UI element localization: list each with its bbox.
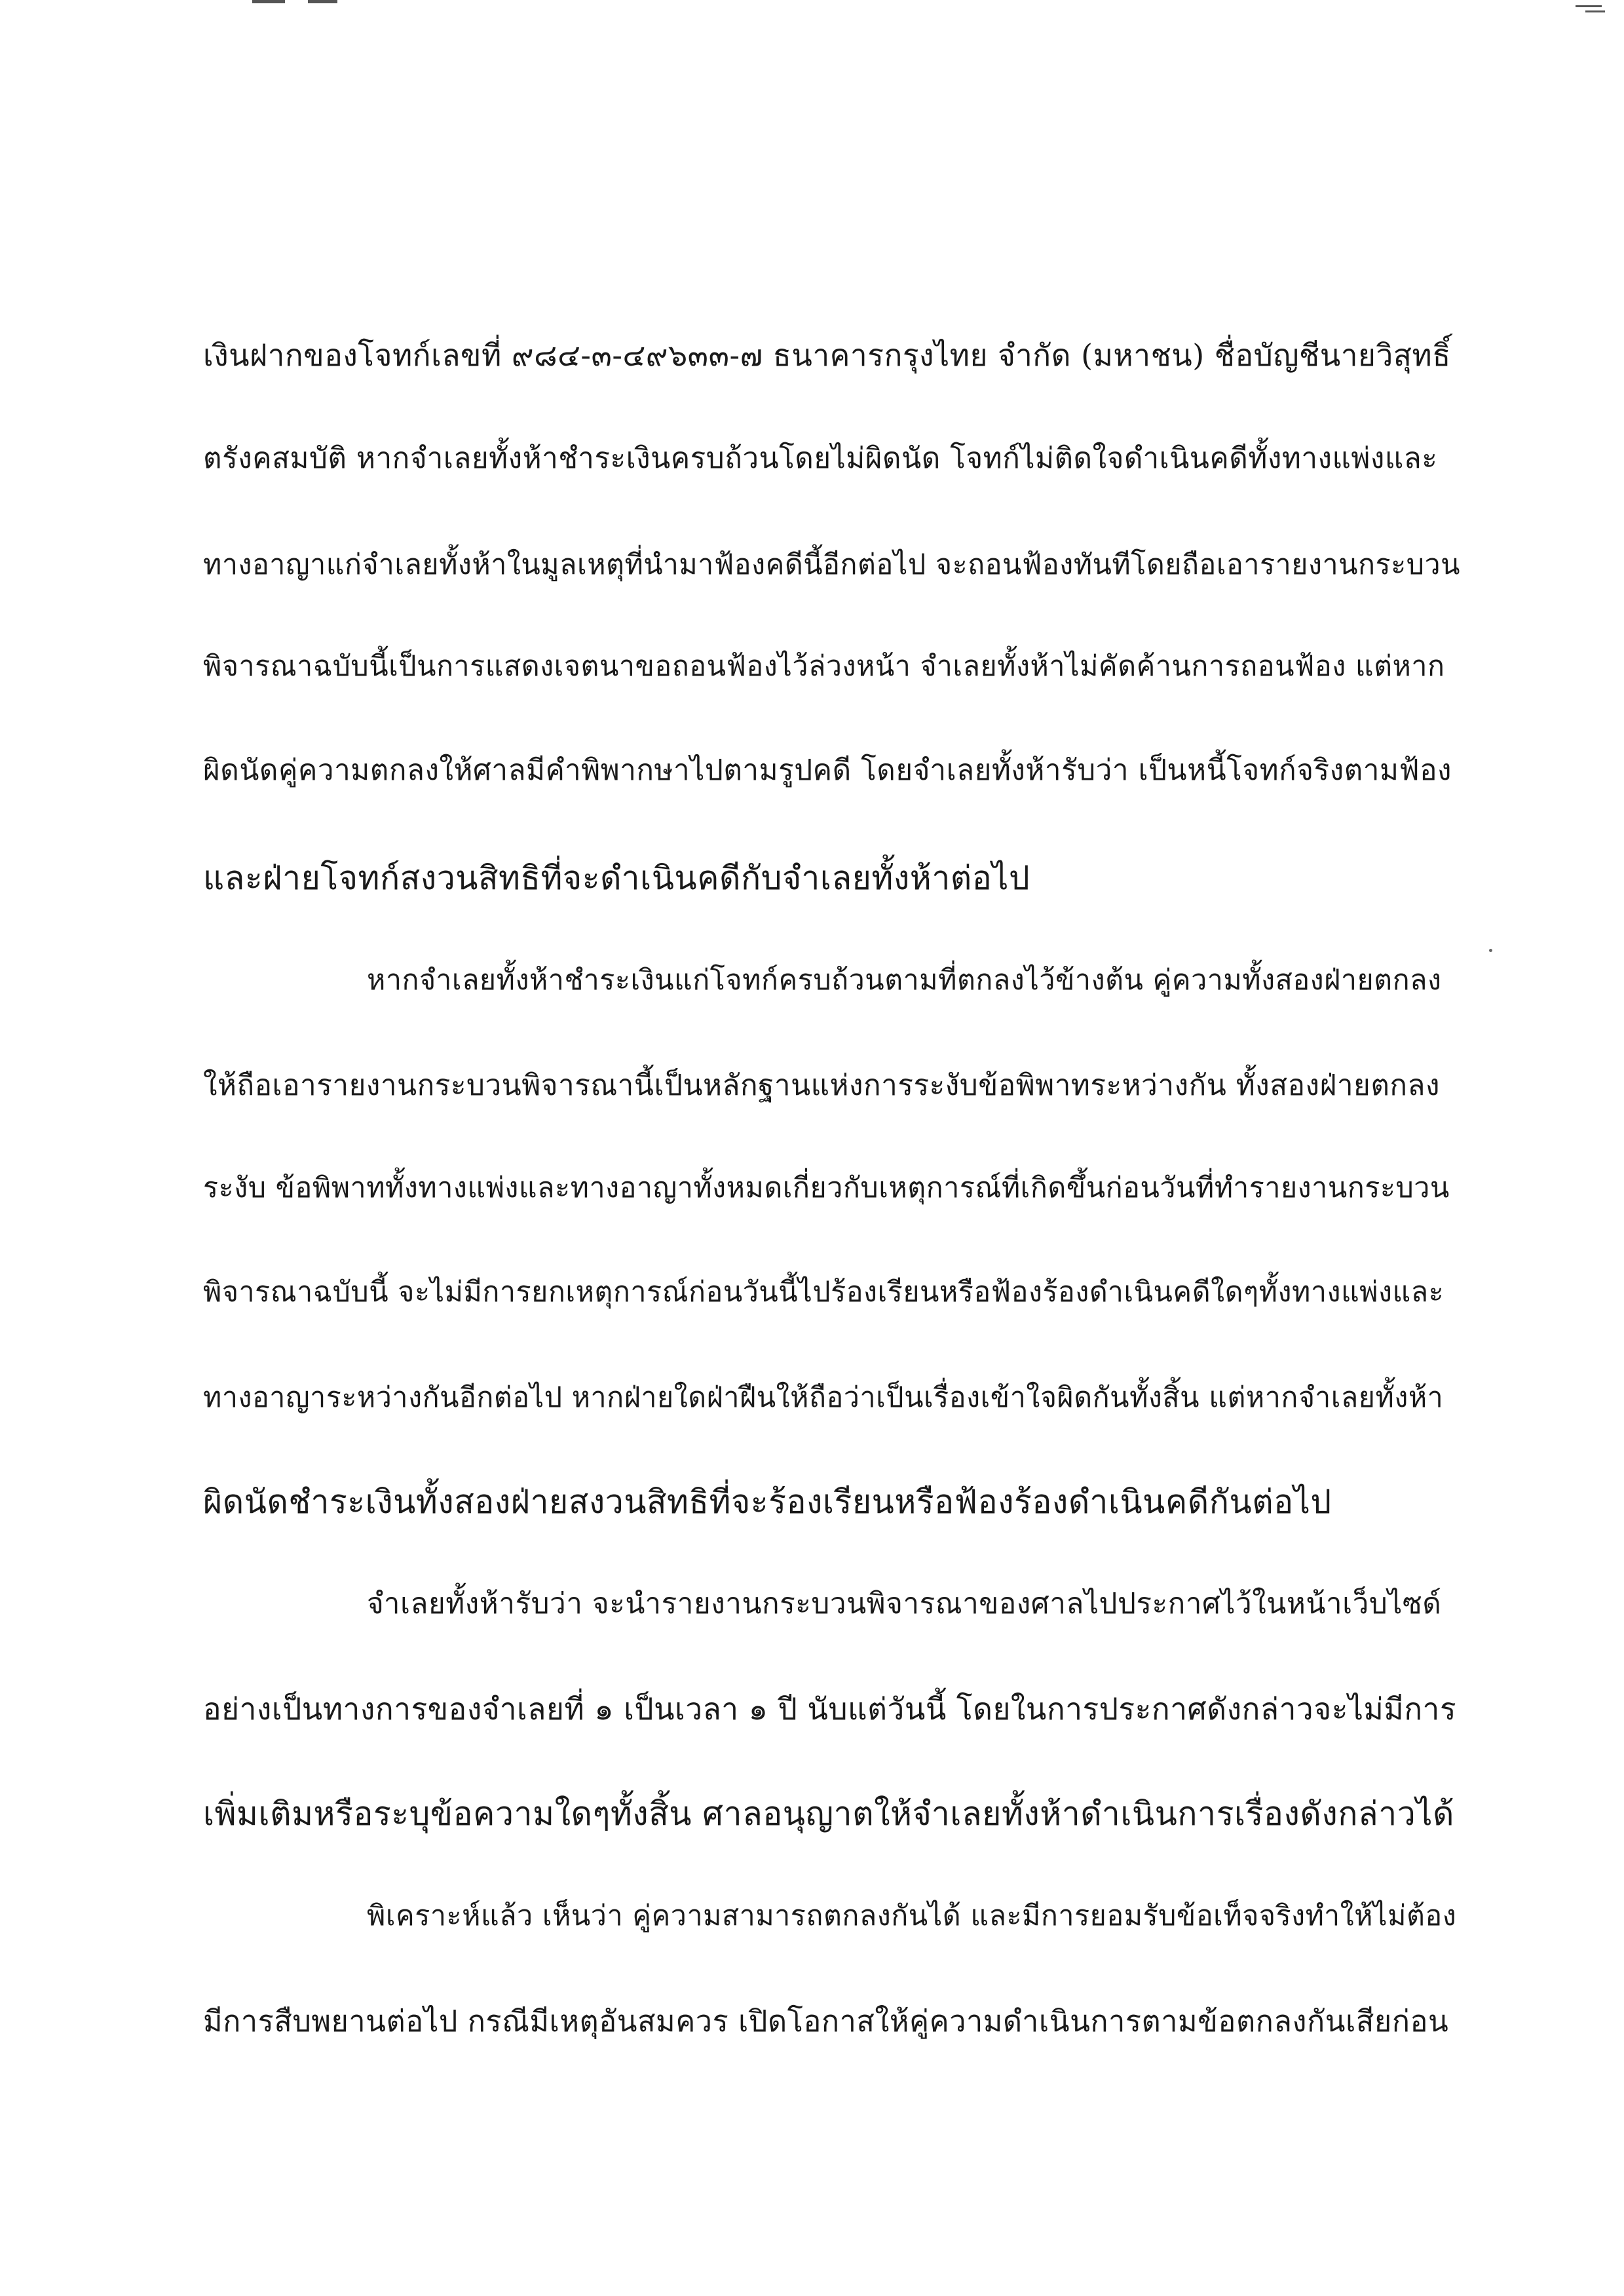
text-line-14: อย่างเป็นทางการของจำเลยที่ ๑ เป็นเวลา ๑ ปี นับแต่วันนี้ โดยในการประกาศดังกล่าวจะไม่มีการ: [203, 1691, 1457, 1727]
text-line-7: หากจำเลยทั้งห้าชำระเงินแก่โจทก์ครบถ้วนตามที่ตกลงไว้ข้างต้น คู่ความทั้งสองฝ่ายตกลง: [367, 964, 1442, 997]
text-line-4: พิจารณาฉบับนี้เป็นการแสดงเจตนาขอถอนฟ้องไว้ล่วงหน้า จำเลยทั้งห้าไม่คัดค้านการถอนฟ้อง แต่หาก: [203, 650, 1445, 683]
text-line-10: พิจารณาฉบับนี้ จะไม่มีการยกเหตุการณ์ก่อนวันนี้ไปร้องเรียนหรือฟ้องร้องดำเนินคดีใดๆทั้งทางแพ่งและ: [203, 1276, 1445, 1309]
text-line-5: ผิดนัดคู่ความตกลงให้ศาลมีคำพิพากษาไปตามรูปคดี โดยจำเลยทั้งห้ารับว่า เป็นหนี้โจทก์จริงตามฟ้อง: [203, 754, 1452, 787]
text-line-13: จำเลยทั้งห้ารับว่า จะนำรายงานกระบวนพิจารณาของศาลไปประกาศไว้ในหน้าเว็บไซด์: [367, 1587, 1442, 1620]
text-line-9: ระงับ ข้อพิพาททั้งทางแพ่งและทางอาญาทั้งหมดเกี่ยวกับเหตุการณ์ที่เกิดขึ้นก่อนวันที่ทำรายงานกระบวน: [203, 1172, 1450, 1204]
scan-mark-top-right-2: [1585, 10, 1605, 12]
text-line-12: ผิดนัดชำระเงินทั้งสองฝ่ายสงวนสิทธิที่จะร้องเรียนหรือฟ้องร้องดำเนินคดีกันต่อไป: [203, 1483, 1332, 1521]
text-line-3: ทางอาญาแก่จำเลยทั้งห้าในมูลเหตุที่นำมาฟ้องคดีนี้อีกต่อไป จะถอนฟ้องทันทีโดยถือเอารายงานกระบวน: [203, 548, 1461, 581]
scan-speck: [1489, 949, 1492, 952]
text-line-2: ตรังคสมบัติ หากจำเลยทั้งห้าชำระเงินครบถ้วนโดยไม่ผิดนัด โจทก์ไม่ติดใจดำเนินคดีทั้งทางแพ่งและ: [203, 442, 1438, 475]
scan-mark-top-left: [252, 0, 285, 3]
scan-mark-top-left-2: [308, 0, 337, 3]
scan-mark-top-right: [1576, 5, 1602, 7]
text-line-11: ทางอาญาระหว่างกันอีกต่อไป หากฝ่ายใดฝ่าฝืนให้ถือว่าเป็นเรื่องเข้าใจผิดกันทั้งสิ้น แต่หากจำเลยทั้งห้า: [203, 1381, 1444, 1414]
text-line-6: และฝ่ายโจทก์สงวนสิทธิที่จะดำเนินคดีกับจำเลยทั้งห้าต่อไป: [203, 859, 1030, 897]
text-line-16: พิเคราะห์แล้ว เห็นว่า คู่ความสามารถตกลงกันได้ และมีการยอมรับข้อเท็จจริงทำให้ไม่ต้อง: [367, 1900, 1457, 1932]
text-line-17: มีการสืบพยานต่อไป กรณีมีเหตุอันสมควร เปิดโอกาสให้คู่ความดำเนินการตามข้อตกลงกันเสียก่อน: [203, 2004, 1449, 2038]
text-line-15: เพิ่มเติมหรือระบุข้อความใดๆทั้งสิ้น ศาลอนุญาตให้จำเลยทั้งห้าดำเนินการเรื่องดังกล่าวได้: [203, 1795, 1454, 1833]
text-line-8: ให้ถือเอารายงานกระบวนพิจารณานี้เป็นหลักฐานแห่งการระงับข้อพิพาทระหว่างกัน ทั้งสองฝ่ายตกลง: [203, 1069, 1440, 1102]
text-line-1: เงินฝากของโจทก์เลขที่ ๙๘๔-๓-๔๙๖๓๓-๗ ธนาคารกรุงไทย จำกัด (มหาชน) ชื่อบัญชีนายวิสุทธิ์: [203, 337, 1451, 373]
